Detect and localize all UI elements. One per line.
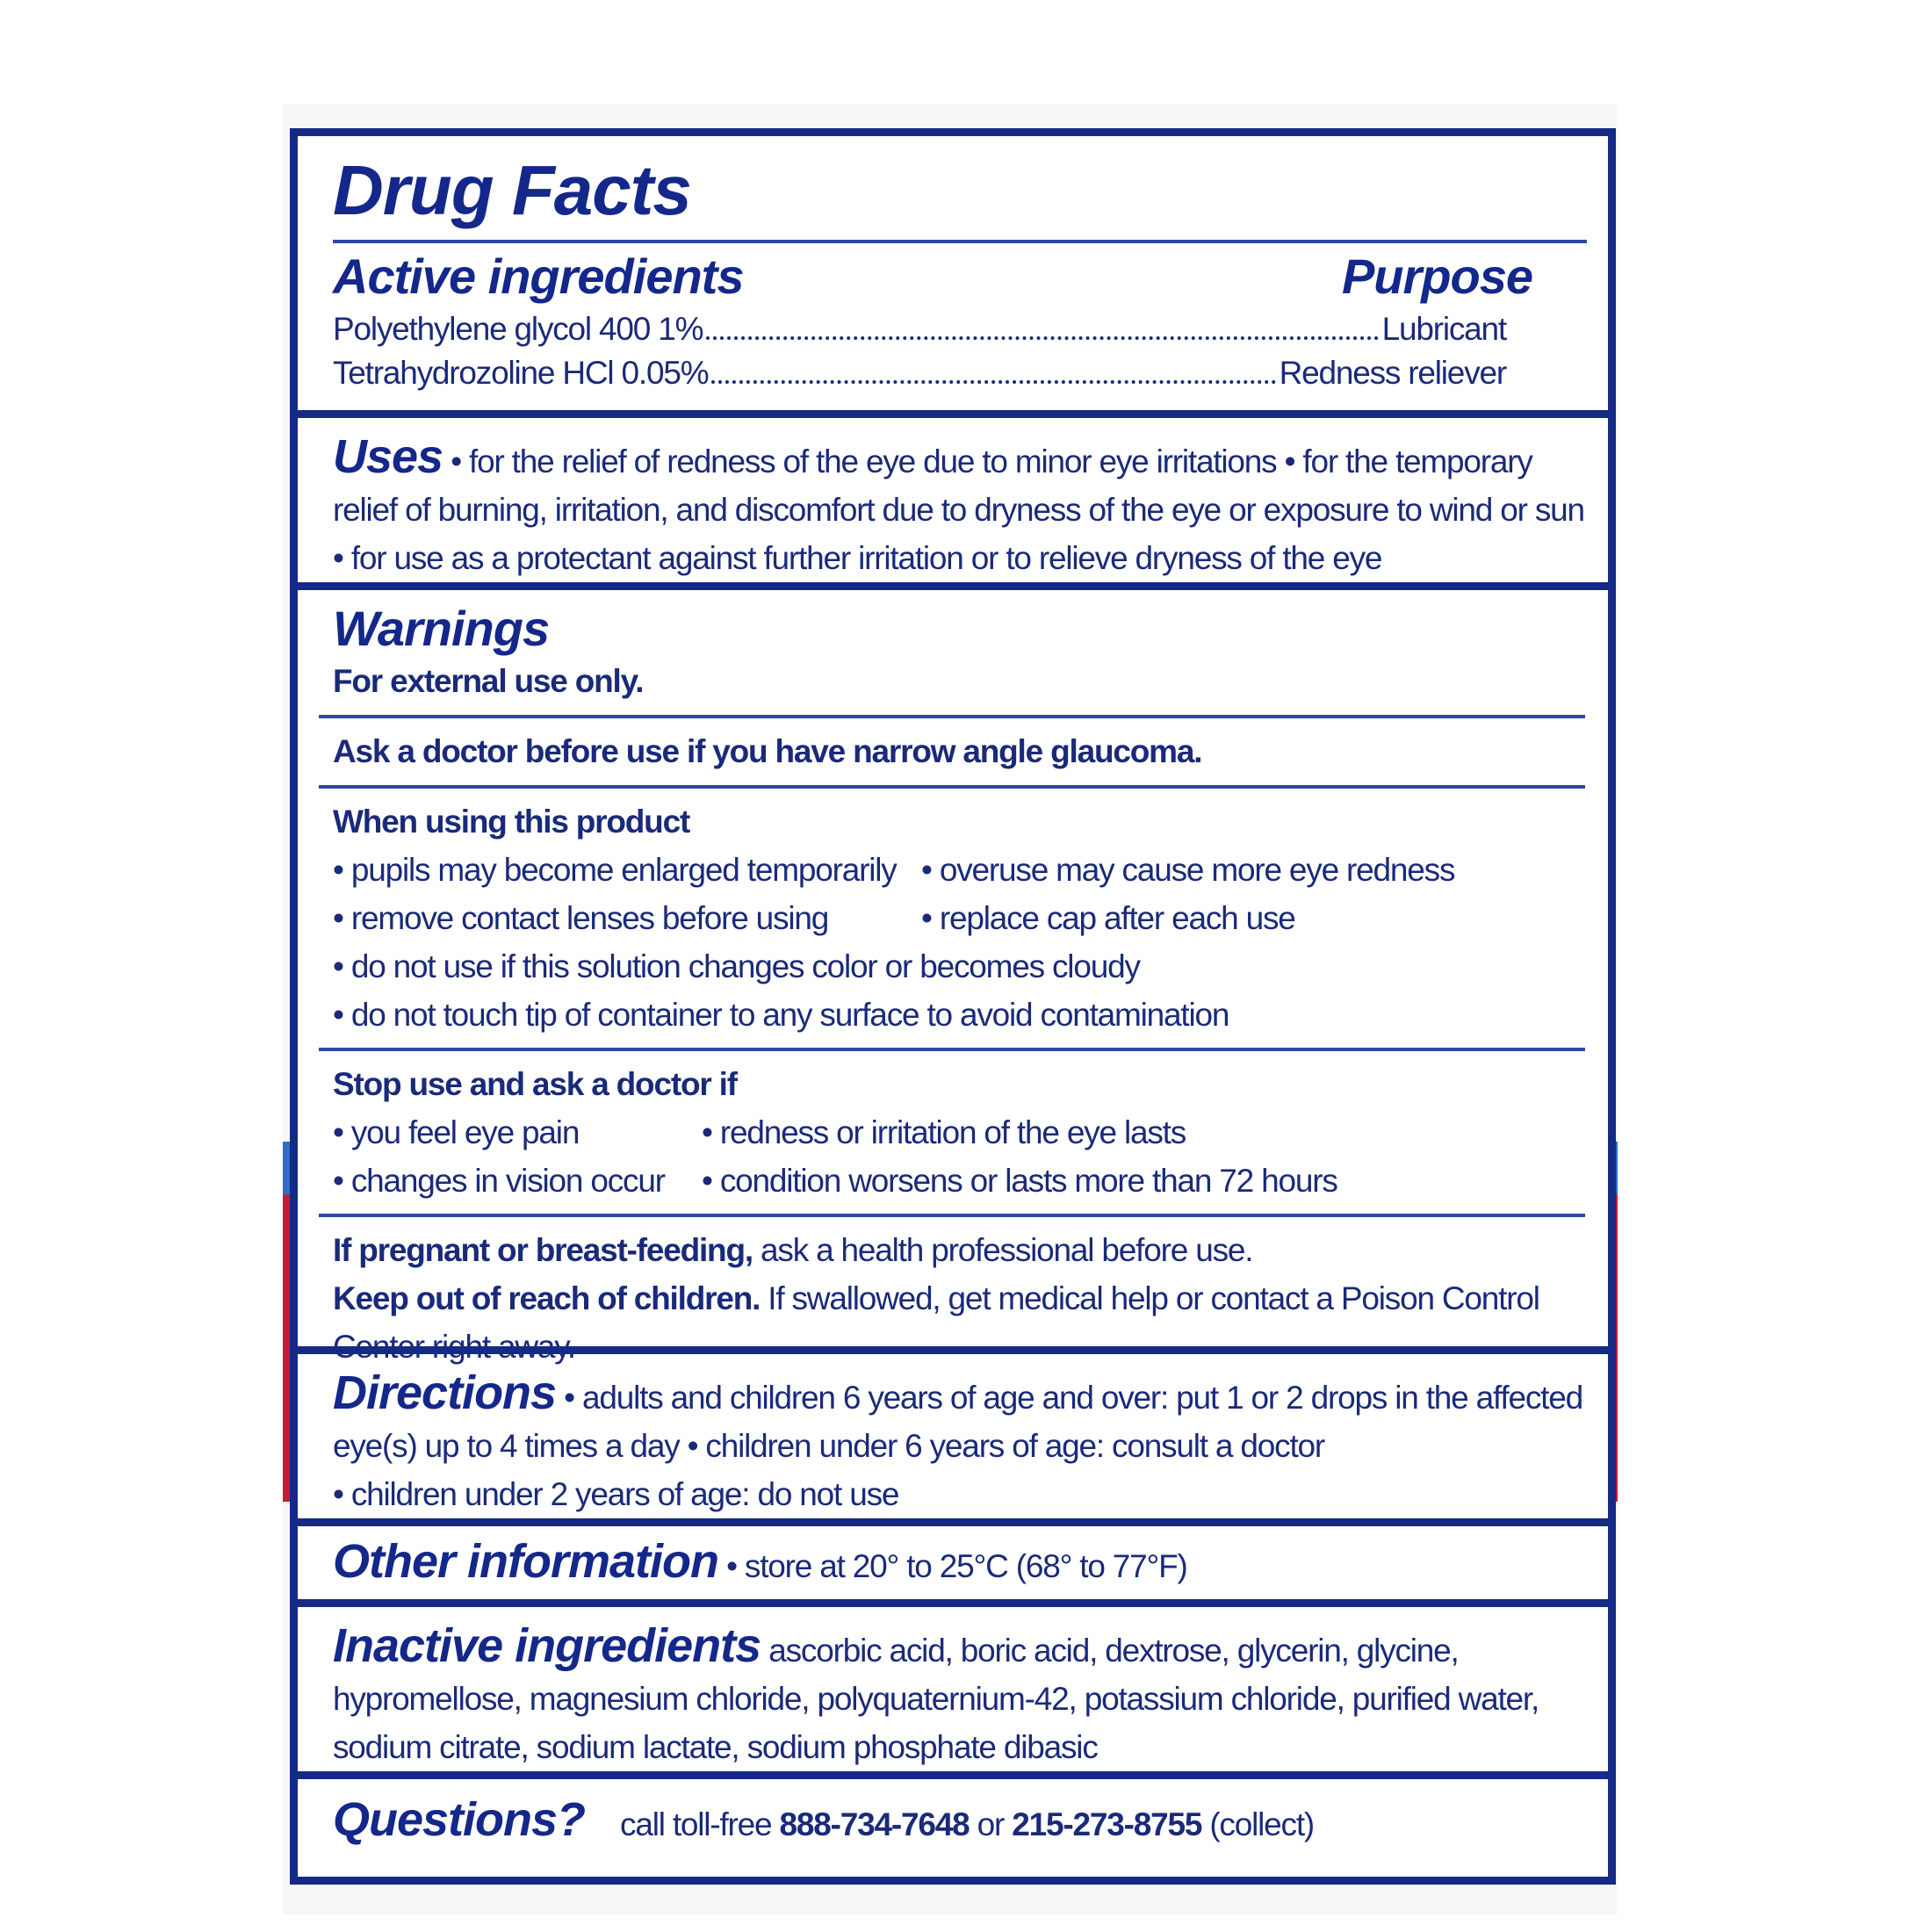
questions-text: call toll-free (620, 1806, 780, 1842)
when-using-item: • replace cap after each use (921, 900, 1295, 936)
collect-phone[interactable]: 215-273-8755 (1012, 1806, 1202, 1842)
other-information-panel (298, 1518, 1608, 1599)
uses-text: • for the relief of redness of the eye due to minor eye irritations • for the temporary relief of burning, irritation, and discomfort due to dryness of the eye or exposure to wind or sun • for use as a protectant against further irritation or to relieve dryness of the eye (333, 443, 1584, 576)
inactive-ingredients-heading: Inactive ingredients (333, 1619, 761, 1672)
directions-panel (298, 1346, 1608, 1518)
active-ingredients-heading: Active ingredients (333, 249, 744, 304)
questions-heading: Questions? (333, 1793, 586, 1846)
directions-text: • adults and children 6 years of age and over: put 1 or 2 drops in the affected eye(s) up to 4 times a day • children under 6 years of age: consult a doctor (333, 1380, 1582, 1464)
dot-leader (711, 380, 1275, 384)
pregnant-warning (333, 1226, 1585, 1274)
active-ingredient-row (333, 349, 1585, 393)
questions-or: or (969, 1806, 1013, 1842)
when-using-heading: When using this product (333, 804, 690, 840)
other-information-text: • store at 20° to 25°C (68° to 77°F) (718, 1548, 1187, 1584)
questions-panel (298, 1771, 1608, 1877)
directions-last-item: • children under 2 years of age: do not use (333, 1476, 899, 1512)
inactive-ingredients-panel (298, 1599, 1608, 1771)
title-divider (333, 240, 1587, 243)
stop-use-item: • redness or irritation of the eye lasts (702, 1114, 1186, 1150)
ask-doctor-text: Ask a doctor before use if you have narrow angle glaucoma. (333, 733, 1202, 769)
warnings-divider (319, 715, 1585, 718)
questions-paragraph (333, 1791, 1585, 1849)
active-ingredients-panel (298, 136, 1608, 410)
uses-paragraph (333, 429, 1585, 582)
when-using-item: • do not touch tip of container to any surface to avoid contamination (333, 997, 1229, 1033)
when-using-item: • do not use if this solution changes color or becomes cloudy (333, 948, 1140, 984)
drug-facts-title: Drug Facts (333, 151, 691, 229)
stop-use-item: • you feel eye pain (333, 1114, 580, 1150)
purpose-heading: Purpose (1341, 249, 1532, 304)
when-using-item: • pupils may become enlarged temporarily (333, 852, 897, 888)
directions-heading: Directions (333, 1366, 557, 1419)
ingredient-purpose: Redness reliever (1279, 355, 1506, 391)
when-using-item: • overuse may cause more eye redness (921, 852, 1455, 888)
ingredient-name: Tetrahydrozoline HCl 0.05% (333, 355, 709, 391)
pregnant-label: If pregnant or breast-feeding, (333, 1232, 753, 1268)
when-using-item: • remove contact lenses before using (333, 900, 829, 936)
other-information-heading: Other information (333, 1535, 718, 1588)
stop-use-item: • condition worsens or lasts more than 72 hours (702, 1163, 1337, 1199)
dot-leader (706, 336, 1378, 340)
inactive-ingredients-paragraph (333, 1618, 1585, 1771)
keep-out-text: If swallowed, get medical help or contact a Poison Control Center right away. (333, 1280, 1539, 1365)
uses-panel (298, 410, 1608, 582)
inactive-ingredients-text: ascorbic acid, boric acid, dextrose, glycerin, glycine, hypromellose, magnesium chloride, polyquaternium-42, potassium chloride, purified water, sodium citrate, sodium lactate, sodium phosphate dibasic (333, 1633, 1539, 1765)
directions-paragraph (333, 1365, 1585, 1470)
ingredient-name: Polyethylene glycol 400 1% (333, 311, 703, 347)
when-using-columns (333, 846, 1585, 942)
stop-use-columns (333, 1108, 1585, 1205)
external-use-text: For external use only. (333, 663, 644, 699)
ingredient-purpose: Lubricant (1381, 311, 1506, 347)
warnings-divider (319, 1048, 1585, 1051)
questions-collect: (collect) (1201, 1806, 1315, 1842)
stop-use-heading: Stop use and ask a doctor if (333, 1066, 737, 1102)
warnings-divider (319, 785, 1585, 789)
pregnant-text: ask a health professional before use. (752, 1232, 1253, 1268)
active-ingredient-row (333, 305, 1585, 349)
toll-free-phone[interactable]: 888-734-7648 (779, 1806, 970, 1842)
keep-out-label: Keep out of reach of children. (333, 1280, 761, 1316)
active-header-row (333, 249, 1585, 305)
warnings-divider (319, 1214, 1585, 1217)
warnings-heading: Warnings (333, 601, 550, 656)
uses-heading: Uses (333, 430, 443, 483)
stop-use-item: • changes in vision occur (333, 1163, 665, 1199)
warnings-panel (298, 582, 1608, 1365)
drug-facts-label (290, 128, 1616, 1885)
other-information-paragraph (333, 1533, 1585, 1590)
